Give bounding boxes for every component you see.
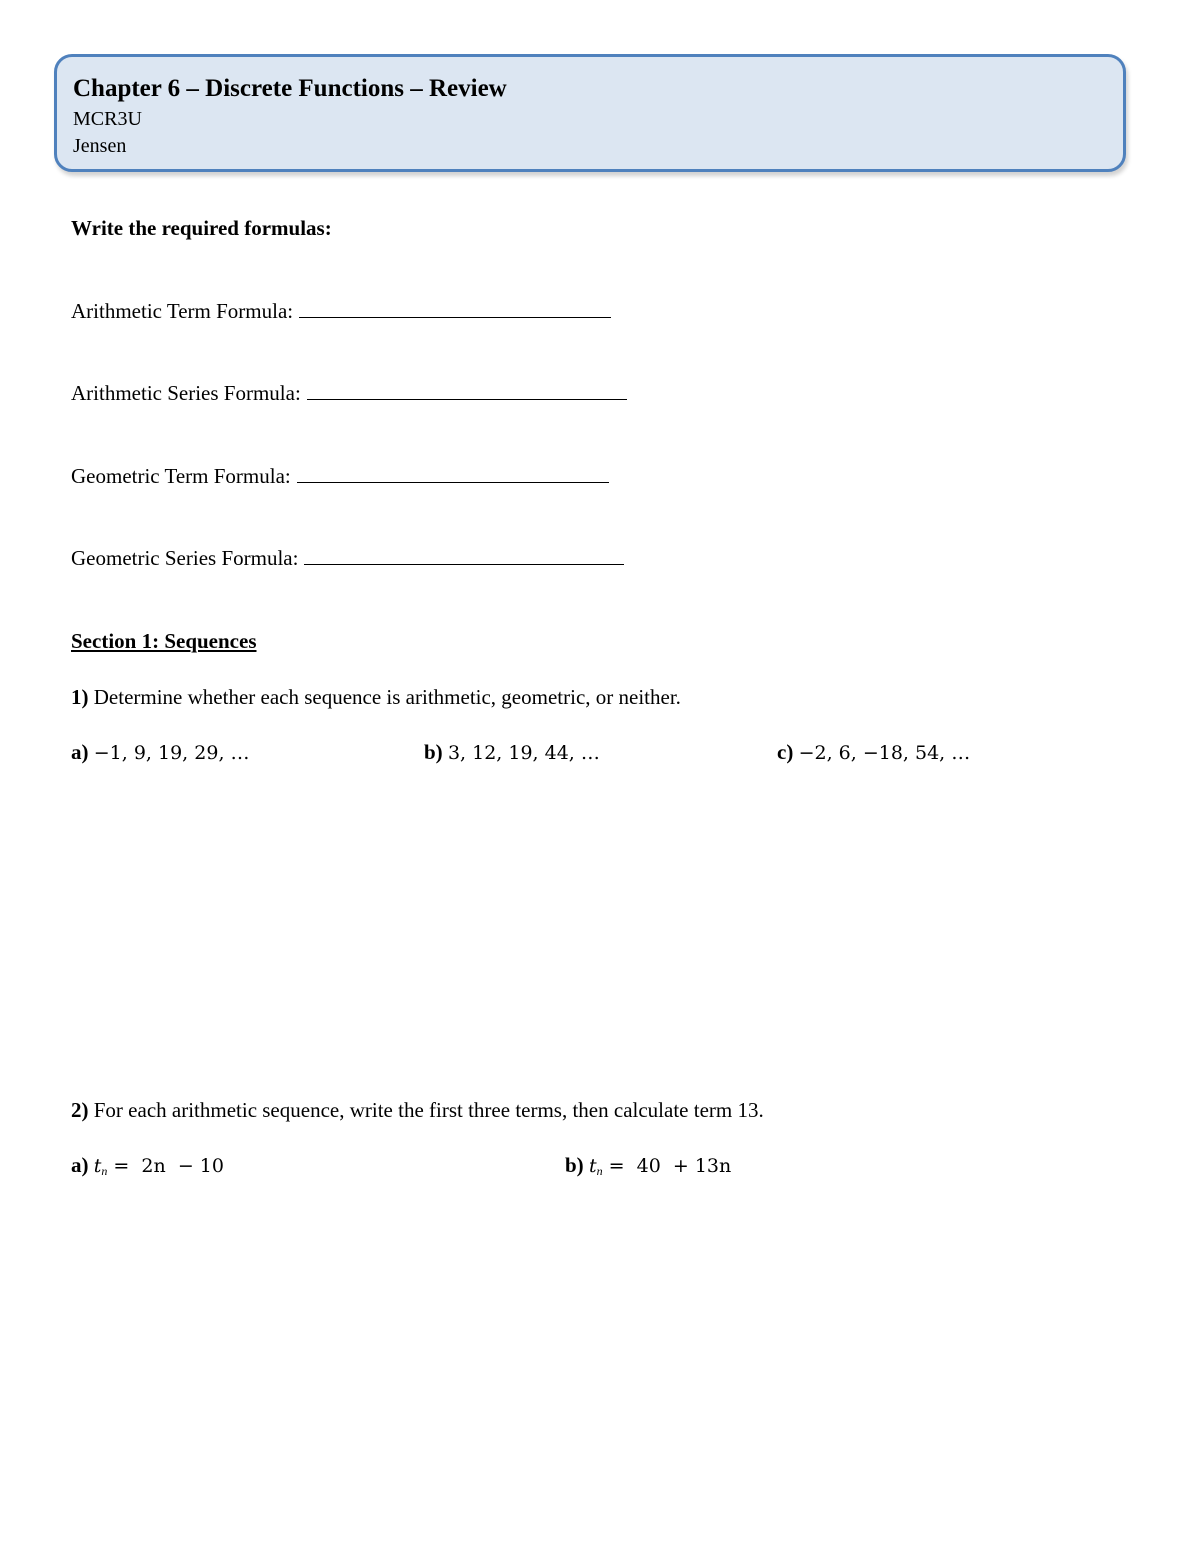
question-1c-sequence: −2, 6, −18, 54, … — [798, 742, 971, 764]
question-2a — [71, 1151, 224, 1185]
formulas-heading: Write the required formulas: — [71, 216, 332, 240]
question-2a-label: a) — [71, 1153, 89, 1177]
arithmetic-term-label: Arithmetic Term Formula: — [71, 299, 294, 323]
question-2-text: For each arithmetic sequence, write the first three terms, then calculate term 13. — [88, 1098, 764, 1122]
arithmetic-term-blank[interactable] — [299, 297, 611, 318]
worksheet-title: Chapter 6 – Discrete Functions – Review — [73, 75, 507, 102]
question-2a-t: t — [93, 1155, 102, 1177]
question-1c-label: c) — [777, 740, 794, 764]
question-1b — [424, 738, 600, 767]
geometric-term-row — [71, 462, 609, 490]
arithmetic-series-label: Arithmetic Series Formula: — [71, 381, 301, 405]
question-1a-label: a) — [71, 740, 89, 764]
arithmetic-series-blank[interactable] — [307, 379, 627, 400]
question-2b-subscript: n — [596, 1164, 603, 1178]
question-1b-sequence: 3, 12, 19, 44, … — [447, 742, 600, 764]
header-box — [54, 54, 1126, 172]
question-1 — [71, 683, 681, 711]
question-2 — [71, 1096, 764, 1124]
course-code: MCR3U — [73, 108, 142, 130]
geometric-term-blank[interactable] — [297, 462, 609, 483]
question-2a-subscript: n — [101, 1164, 108, 1178]
question-2b-label: b) — [565, 1153, 584, 1177]
geometric-series-label: Geometric Series Formula: — [71, 546, 299, 570]
question-1b-label: b) — [424, 740, 443, 764]
question-2a-formula: = 2n − 10 — [107, 1155, 224, 1177]
question-1-text: Determine whether each sequence is arithmetic, geometric, or neither. — [88, 685, 681, 709]
arithmetic-term-row — [71, 297, 611, 325]
question-2b — [565, 1151, 731, 1185]
geometric-series-blank[interactable] — [304, 544, 624, 565]
teacher-name: Jensen — [73, 135, 127, 157]
question-1a-sequence: −1, 9, 19, 29, … — [93, 742, 250, 764]
question-1a — [71, 738, 250, 767]
question-1-number: 1) — [71, 685, 89, 709]
section-1-heading: Section 1: Sequences — [71, 629, 257, 653]
question-2b-formula: = 40 + 13n — [602, 1155, 732, 1177]
geometric-term-label: Geometric Term Formula: — [71, 464, 291, 488]
arithmetic-series-row — [71, 379, 627, 407]
question-2b-t: t — [588, 1155, 597, 1177]
question-1c — [777, 738, 970, 767]
geometric-series-row — [71, 544, 624, 572]
question-2-number: 2) — [71, 1098, 89, 1122]
